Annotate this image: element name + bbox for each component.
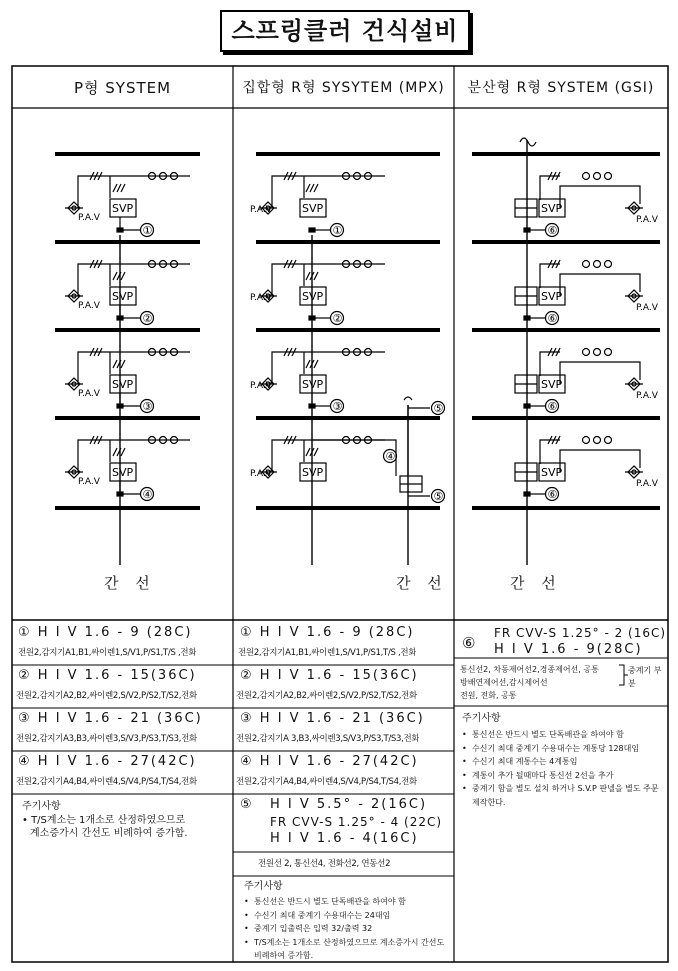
notes-title-p: 주기사항 [22, 801, 61, 812]
circuit-marker-label: ② [332, 312, 343, 325]
spec-line: ① H I V 1.6 - 9 (28C) [18, 626, 193, 640]
bracket-icon [618, 664, 628, 686]
column-header-gsi: 분산형 R형 SYSTEM (GSI) [467, 80, 655, 96]
top-connector-icon [520, 138, 536, 146]
spec-line: ④ H I V 1.6 - 27(42C) [240, 755, 419, 769]
svp-label: SVP [302, 378, 324, 391]
spec-summary: 전원선 2, 통신선4, 전화선2, 연동선2 [258, 859, 391, 869]
circuit-marker-label: ⑤ [433, 490, 444, 503]
svp-label: SVP [541, 290, 563, 303]
sprinkler-head-icon [605, 261, 612, 268]
circuit-marker-label: ① [142, 224, 153, 237]
sprinkler-head-icon [583, 437, 590, 444]
svp-label: SVP [112, 378, 134, 391]
spec-line: H I V 5.5° - 2(16C) [270, 798, 428, 812]
spec-line: ③ H I V 1.6 - 21 (36C) [240, 712, 425, 726]
sprinkler-head-icon [594, 173, 601, 180]
pav-label: P.A.V [636, 303, 658, 313]
spec-line: H I V 1.6 - 4(16C) [270, 832, 419, 846]
trunk-label-p: 간 선 [104, 574, 156, 592]
spec-detail: 전원2,감지기A2,B2,싸이렌2,S/V2,P/S2,T/S2,전화 [236, 691, 417, 701]
spec-detail: 통신선2, 차동제어선2,경종제어선, 공통 [460, 665, 599, 674]
svp-label: SVP [112, 466, 134, 479]
spec-detail: 전원2,감지기A3,B3,싸이렌3,S/V3,P/S3,T/S3,전화 [16, 734, 197, 744]
svp-label: SVP [541, 202, 563, 215]
notes-title-gsi: 주기사항 [462, 713, 501, 724]
svp-label: SVP [112, 202, 134, 215]
svp-label: SVP [541, 378, 563, 391]
spec-detail: 전원2,감지기A1,B1,싸이렌1,S/V1,P/S1,T/S ,전화 [18, 648, 197, 658]
pav-label: P.A.V [250, 469, 272, 479]
circuit-marker-label: ③ [332, 400, 343, 413]
spec-detail: 전원2,감지기A1,B1,싸이렌1,S/V1,P/S1,T/S ,전화 [238, 648, 417, 658]
trunk-label-mpx: 간 선 [396, 574, 448, 592]
pav-label: P.A.V [78, 389, 100, 399]
circuit-marker-label: ⑥ [547, 400, 558, 413]
note-item: • 수신기 최대 중계기 수용대수는 24대임 [244, 909, 454, 923]
pav-label: P.A.V [250, 293, 272, 303]
sprinkler-head-icon [605, 173, 612, 180]
pav-label: P.A.V [250, 205, 272, 215]
spec-line: ① H I V 1.6 - 9 (28C) [240, 626, 415, 640]
trunk-label-gsi: 간 선 [510, 574, 562, 592]
spec-marker: ⑤ [240, 798, 254, 812]
spec-detail: 전원, 전화, 공통 [460, 691, 517, 700]
circuit-marker-label: ④ [385, 450, 396, 463]
svp-label: SVP [541, 466, 563, 479]
circuit-marker-label: ③ [142, 400, 153, 413]
circuit-marker-label: ④ [142, 488, 153, 501]
circuit-marker-label: ① [332, 224, 343, 237]
pav-label: P.A.V [636, 479, 658, 489]
sprinkler-head-icon [594, 261, 601, 268]
note-item: • 통신선은 반드시 별도 단독배관을 하여야 함 [462, 728, 668, 742]
notes-p [22, 814, 188, 840]
svp-label: SVP [302, 202, 324, 215]
floor-slabs [55, 154, 660, 508]
pav-label: P.A.V [78, 477, 100, 487]
note-item: • 수신기 최대 계통수는 4계통임 [462, 755, 668, 769]
circuit-marker-label: ② [142, 312, 153, 325]
notes-gsi [462, 728, 668, 809]
circuit-marker-label: ⑥ [547, 224, 558, 237]
spec-line: FR CVV-S 1.25° - 2 (16C) [494, 626, 667, 640]
circuit-marker-label: ⑥ [547, 488, 558, 501]
page-title: 스프링클러 건식설비 [220, 10, 470, 52]
spec-line: FR CVV-S 1.25° - 4 (22C) [270, 815, 443, 829]
sprinkler-head-icon [583, 261, 590, 268]
circuit-marker-label: ⑥ [547, 312, 558, 325]
note-item: • T/S계소는 1개소로 산정하였으므로 계소증가시 간선도 비례하여 증가함. [244, 936, 454, 963]
spec-line: ② H I V 1.6 - 15(36C) [240, 669, 419, 683]
note-item: • 통신선은 반드시 별도 단독배관을 하여야 함 [244, 895, 454, 909]
spec-bracket-label: 중계기 부분 [628, 666, 662, 688]
pav-label: P.A.V [250, 381, 272, 391]
circuit-marker-label: ⑤ [433, 402, 444, 415]
pav-label: P.A.V [78, 213, 100, 223]
spec-detail: 전원2,감지기A 3,B3,싸이렌3,S/V3,P/S3,T/S3,전화 [236, 734, 420, 744]
column-header-p: P형 SYSTEM [73, 79, 172, 97]
spec-line: H I V 1.6 - 9(28C) [494, 643, 643, 657]
pav-label: P.A.V [636, 391, 658, 401]
sprinkler-head-icon [583, 173, 590, 180]
svp-label: SVP [302, 466, 324, 479]
note-item: 계소증가시 간선도 비례하여 증가함. [30, 828, 188, 839]
sprinkler-head-icon [583, 349, 590, 356]
spec-line: ② H I V 1.6 - 15(36C) [18, 669, 197, 683]
pav-label: P.A.V [78, 301, 100, 311]
spec-line: ③ H I V 1.6 - 21 (36C) [18, 712, 203, 726]
note-item: • 계통이 추가 될때마다 통신선 2선을 추가 [462, 769, 668, 783]
note-item: • 수신기 최대 중계기 수용대수는 계통당 128대임 [462, 742, 668, 756]
note-item: • 중계기 함을 별도 설치 하거나 S.V.P 판넬을 별도 주문 제작한다. [462, 782, 668, 809]
sprinkler-head-icon [594, 437, 601, 444]
spec-detail: 전원2,감지기A4,B4,싸이렌4,S/V4,P/S4,T/S4,전화 [236, 777, 417, 787]
spec-marker: ⑥ [462, 636, 478, 650]
spec-detail: 전원2,감지기A4,B4,싸이렌4,S/V4,P/S4,T/S4,전화 [16, 777, 197, 787]
pav-label: P.A.V [636, 215, 658, 225]
sprinkler-head-icon [594, 349, 601, 356]
notes-r [244, 895, 454, 963]
svp-label: SVP [112, 290, 134, 303]
column-header-mpx: 집합형 R형 SYSYTEM (MPX) [242, 80, 445, 96]
spec-line: ④ H I V 1.6 - 27(42C) [18, 755, 197, 769]
spec-detail: 전원2,감지기A2,B2,싸이렌2,S/V2,P/S2,T/S2,전화 [16, 691, 197, 701]
svp-label: SVP [302, 290, 324, 303]
note-item: • T/S계소는 1개소로 산정하였으므로 [22, 815, 186, 826]
notes-title-r: 주기사항 [244, 881, 283, 892]
note-item: • 중계기 입출력은 입력 32/출력 32 [244, 922, 454, 936]
sprinkler-head-icon [605, 437, 612, 444]
sprinkler-head-icon [605, 349, 612, 356]
bell-icon [404, 397, 412, 400]
spec-detail: 방배연제어선,감시제어선 [460, 678, 548, 687]
